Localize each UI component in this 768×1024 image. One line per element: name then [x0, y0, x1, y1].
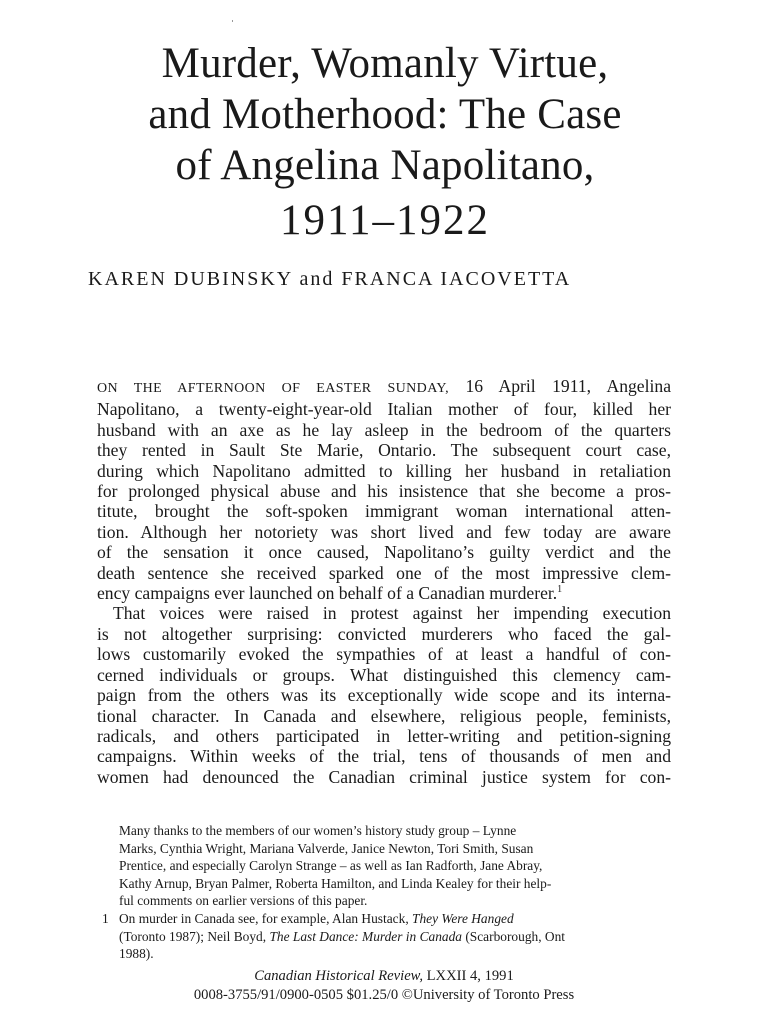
lead-small-caps: ON THE AFTERNOON OF EASTER SUNDAY, — [97, 381, 450, 396]
footnote-ref[interactable]: 1 — [557, 584, 563, 596]
title-line-3: of Angelina Napolitano, — [175, 142, 595, 189]
body-line: for prolonged physical abuse and his insistence that she become a pros- — [97, 481, 671, 502]
title-line-1: Murder, Womanly Virtue, — [161, 40, 609, 87]
footnote-line: 1988). — [119, 946, 154, 962]
body-line: titute, brought the soft-spoken immigrant woman international atten- — [97, 501, 671, 522]
footnotes — [102, 822, 675, 963]
title-years: 1911–1922 — [280, 197, 490, 244]
footnote-number: 1 — [102, 910, 109, 926]
body-line: of the sensation it once caused, Napolitano’s guilty verdict and the — [97, 542, 671, 563]
body-line: death sentence she received sparked one of the most impressive clem- — [97, 562, 671, 583]
journal-citation: Canadian Historical Review, LXXII 4, 1991 — [254, 968, 514, 984]
page-footer — [0, 967, 768, 1005]
title-line-2: and Motherhood: The Case — [148, 91, 622, 138]
footnote-1 — [102, 910, 675, 963]
footnote-line: On murder in Canada see, for example, Alan Hustack, They Were Hanged — [119, 910, 514, 926]
body-line: cerned individuals or groups. What distinguished this clemency cam- — [97, 664, 671, 685]
book-title: The Last Dance: Murder in Canada — [269, 928, 462, 944]
body-line: That voices were raised in protest against her impending execution — [113, 603, 671, 624]
body-line: Napolitano, a twenty-eight-year-old Italian mother of four, killed her — [97, 399, 671, 420]
body-line: during which Napolitano admitted to killing her husband in retaliation — [97, 460, 671, 481]
body-line: tion. Although her notoriety was short lived and few today are aware — [97, 521, 671, 542]
body-line: they rented in Sault Ste Marie, Ontario. The subsequent court case, — [97, 440, 671, 461]
journal-name: Canadian Historical Review, — [254, 968, 423, 984]
body-line: tional character. In Canada and elsewhere, religious people, feminists, — [97, 705, 671, 726]
acknowledgement-line: Prentice, and especially Carolyn Strange – as well as Ian Radforth, Jane Abray, — [119, 858, 543, 874]
body-line: radicals, and others participated in letter-writing and petition-signing — [97, 725, 671, 746]
article-title — [60, 38, 710, 246]
acknowledgement-line: Kathy Arnup, Bryan Palmer, Roberta Hamilton, and Linda Kealey for their help- — [119, 875, 552, 891]
article-body — [97, 376, 671, 787]
acknowledgement-line: Marks, Cynthia Wright, Mariana Valverde, Janice Newton, Tori Smith, Susan — [119, 840, 534, 856]
body-line: is not altogether surprising: convicted murderers who faced the gal- — [97, 623, 671, 644]
acknowledgement-line: ful comments on earlier versions of this paper. — [119, 893, 368, 909]
article-authors: KAREN DUBINSKY and FRANCA IACOVETTA — [88, 268, 572, 290]
footnote-line: (Toronto 1987); Neil Boyd, The Last Dance: Murder in Canada (Scarborough, Ont — [119, 928, 565, 944]
body-line: paign from the others was its exceptionally wide scope and its interna- — [97, 685, 671, 706]
body-line: campaigns. Within weeks of the trial, tens of thousands of men and — [97, 746, 671, 767]
body-line: women had denounced the Canadian criminal justice system for con- — [97, 766, 671, 787]
body-line: husband with an axe as he lay asleep in the bedroom of the quarters — [97, 419, 671, 440]
body-line: lows customarily evoked the sympathies of at least a handful of con- — [97, 644, 671, 665]
body-line: ON THE AFTERNOON OF EASTER SUNDAY, 16 April 1911, Angelina — [97, 376, 671, 396]
scan-speck — [232, 20, 233, 22]
acknowledgement-line: Many thanks to the members of our women’s history study group – Lynne — [119, 823, 517, 838]
issn-copyright: 0008-3755/91/0900-0505 $01.25/0 ©University of Toronto Press — [193, 987, 575, 1003]
body-line: ency campaigns ever launched on behalf of a Canadian murderer.$^1$ — [97, 583, 563, 604]
book-title: They Were Hanged — [412, 910, 514, 926]
